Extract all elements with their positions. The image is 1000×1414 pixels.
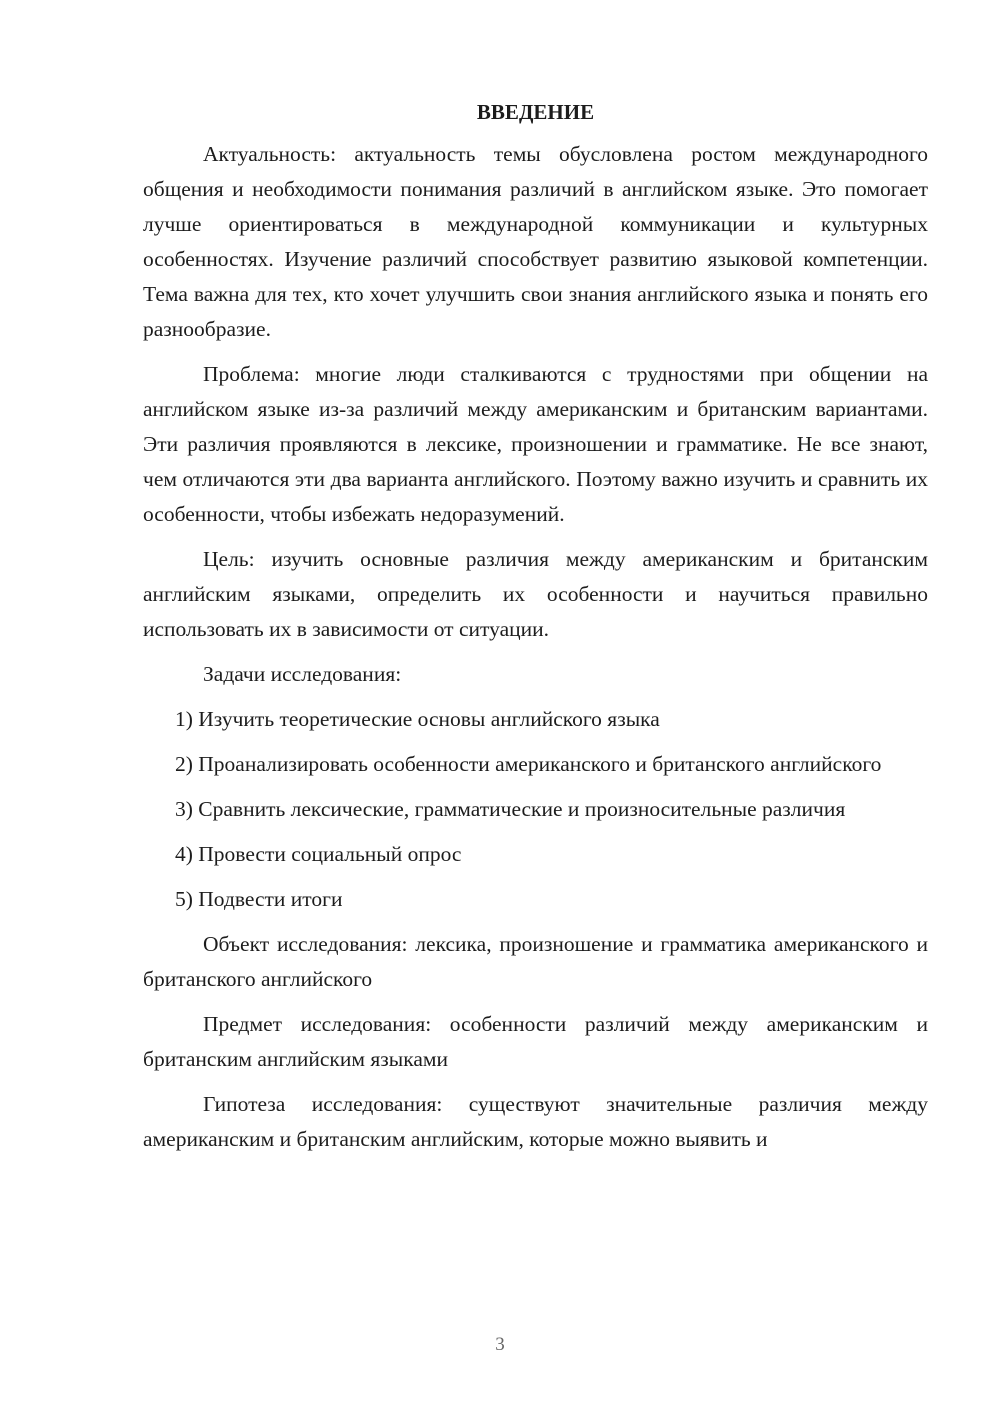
document-page: [143, 97, 928, 1167]
task-item: 4) Провести социальный опрос: [175, 842, 462, 866]
task-item: 5) Подвести итоги: [175, 887, 343, 911]
tasks-heading: Задачи исследования:: [203, 662, 402, 686]
paragraph-relevance: Актуальность: актуальность темы обусловлена ростом международного общения и необходимости понимания различий в английском языке. Это помогает лучше ориентироваться в международной коммуникации и культурных особенностях. Изучение различий способствует развитию языковой компетенции. Тема важна для тех, кто хочет улучшить свои знания английского языка и понять его разнообразие.: [143, 142, 928, 341]
paragraph-subject: Предмет исследования: особенности различий между американским и британским английским языками: [143, 1012, 928, 1071]
paragraph-goal: Цель: изучить основные различия между американским и британским английским языками, определить их особенности и научиться правильно использовать их в зависимости от ситуации.: [143, 547, 928, 641]
page-title: ВВЕДЕНИЕ: [476, 100, 595, 124]
page-number: 3: [495, 1334, 505, 1355]
task-item: 1) Изучить теоретические основы английского языка: [175, 707, 660, 731]
task-item: 2) Проанализировать особенности американского и британского английского: [175, 752, 882, 776]
task-item: 3) Сравнить лексические, грамматические и произносительные различия: [175, 797, 846, 821]
paragraph-hypothesis: Гипотеза исследования: существуют значительные различия между американским и британским английским, которые можно выявить и: [143, 1092, 928, 1151]
paragraph-object: Объект исследования: лексика, произношение и грамматика американского и британского английского: [143, 932, 928, 991]
paragraph-problem: Проблема: многие люди сталкиваются с трудностями при общении на английском языке из-за различий между американским и британским вариантами. Эти различия проявляются в лексике, произношении и грамматике. Не все знают, чем отличаются эти два варианта английского. Поэтому важно изучить и сравнить их особенности, чтобы избежать недоразумений.: [143, 362, 928, 526]
